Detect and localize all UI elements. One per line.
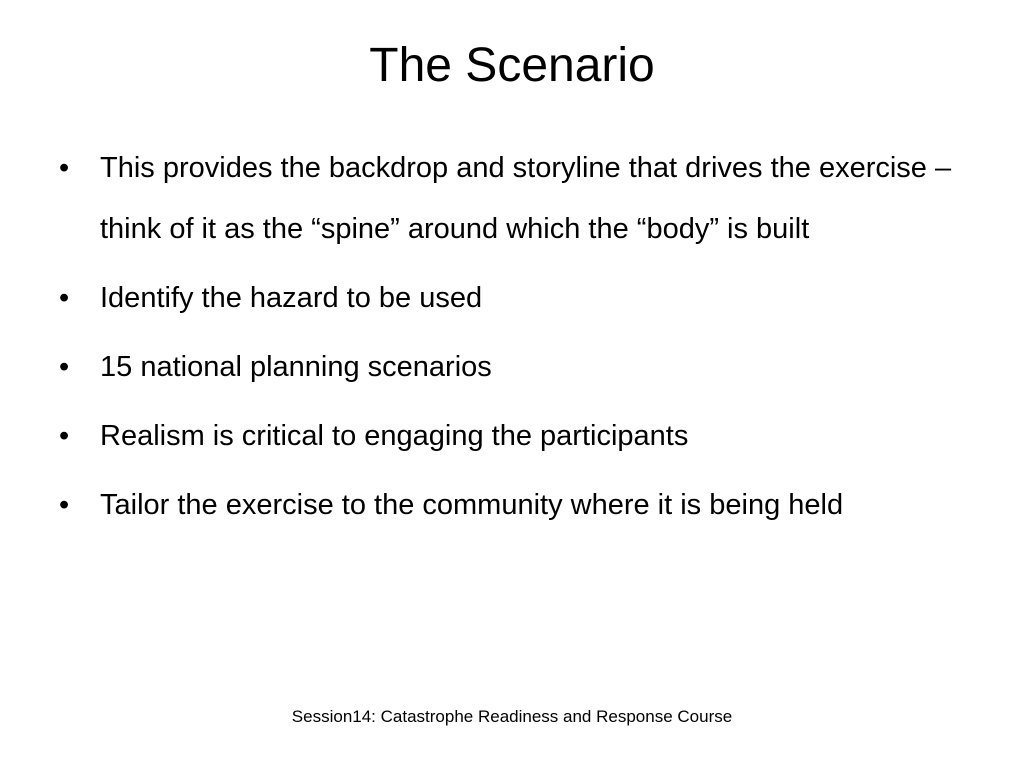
bullet-item-backdrop bbox=[55, 138, 955, 260]
bullet-marker: • bbox=[59, 282, 70, 314]
bullet-text: This provides the backdrop and storyline that drives the exercise – think of it as the “spine” around which the “body” is built bbox=[100, 152, 952, 245]
bullet-marker: • bbox=[59, 351, 70, 383]
bullet-list bbox=[55, 138, 955, 544]
bullet-marker: • bbox=[59, 152, 70, 184]
bullet-text: Identify the hazard to be used bbox=[100, 282, 483, 314]
bullet-item-tailor bbox=[55, 475, 955, 536]
bullet-marker: • bbox=[59, 489, 70, 521]
slide-title: The Scenario bbox=[369, 39, 655, 92]
bullet-text: 15 national planning scenarios bbox=[100, 351, 492, 383]
bullet-item-national-scenarios bbox=[55, 337, 955, 398]
slide-footer: Session14: Catastrophe Readiness and Response Course bbox=[291, 707, 733, 726]
bullet-text: Tailor the exercise to the community where it is being held bbox=[100, 489, 844, 521]
bullet-item-realism bbox=[55, 406, 955, 467]
bullet-text: Realism is critical to engaging the participants bbox=[100, 420, 689, 452]
bullet-item-hazard bbox=[55, 268, 955, 329]
bullet-marker: • bbox=[59, 420, 70, 452]
